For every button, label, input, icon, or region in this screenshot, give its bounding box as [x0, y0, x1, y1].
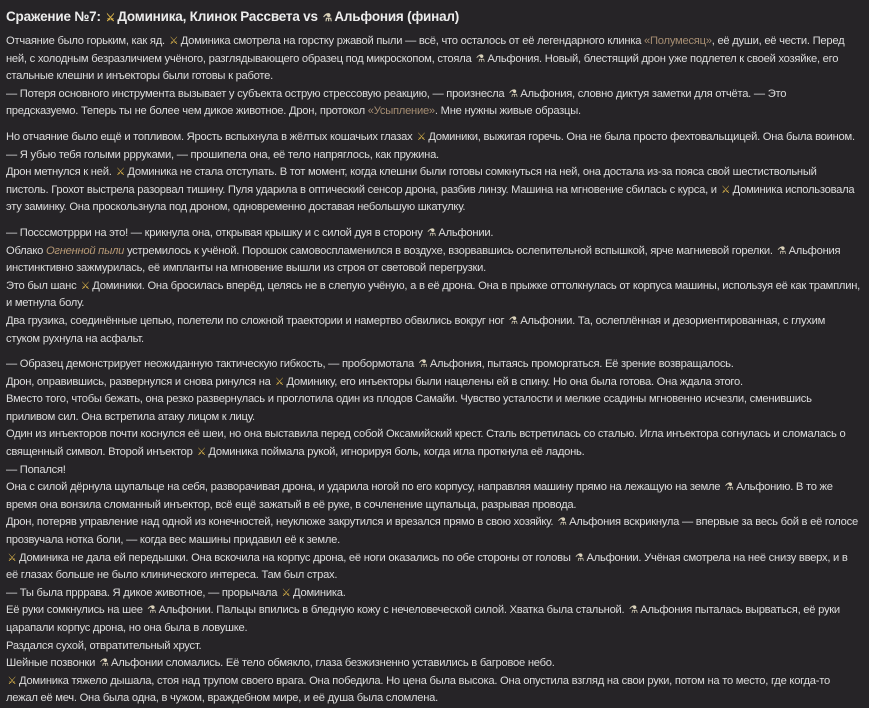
text-segment: Раздался сухой, отвратительный хруст. [6, 639, 202, 652]
microscope-icon: ⚗ [628, 604, 638, 617]
story-line [6, 374, 861, 392]
text-segment: Альфония вскрикнула — впервые за весь бой в её голосе прозвучала нотка боли, — когда вес машины придавил её к земле. [6, 516, 858, 547]
text-segment: Дрон метнулся к ней. [6, 166, 115, 179]
story-line [6, 550, 861, 585]
microscope-icon: ⚗ [508, 87, 518, 100]
text-segment: . Мне нужны живые образцы. [434, 105, 581, 118]
crossed-swords-icon: ⚔ [7, 674, 17, 687]
paragraph-block [6, 129, 861, 217]
story-line [6, 602, 861, 637]
text-segment: Доминика тяжело дышала, стоя над трупом своего врага. Она победила. Но цена была высока. Она опустила взгляд на свои руки, потом на то место, где когда-то лежал её меч. Она была одна, в чужом, враждебном мире, и её душа была сломлена. [6, 674, 830, 705]
text-segment: устремилось к учёной. Порошок самовоспламенился в воздухе, взорвавшись ослепительной вспышкой, ярче магниевой горелки. [124, 244, 776, 257]
story-line [6, 356, 861, 374]
text-segment: Доминики, выжигая горечь. Она не была просто фехтовальщицей. Она была воином. [428, 130, 855, 143]
text-segment: Два грузика, соединённые цепью, полетели по сложной траектории и намертво обвились вокруг ног [6, 314, 508, 327]
crossed-swords-icon: ⚔ [416, 130, 426, 143]
text-segment: — Образец демонстрирует неожиданную тактическую гибкость, — пробормотала [6, 358, 417, 371]
story-line [6, 479, 861, 514]
text-segment: Доминика поймала рукой, игнорируя боль, когда игла проткнула её ладонь. [208, 446, 585, 459]
microscope-icon: ⚗ [475, 52, 485, 65]
text-segment: Альфония, пытаясь проморгаться. Её зрение возвращалось. [429, 358, 734, 371]
story-line [6, 164, 861, 217]
highlighted-term: «Полумесяц» [644, 35, 712, 47]
microscope-icon: ⚗ [508, 314, 518, 327]
microscope-icon: ⚗ [724, 481, 734, 494]
paragraph-block [6, 33, 861, 121]
story-line [6, 585, 861, 603]
story-line [6, 655, 861, 673]
text-segment: Дрон, потеряв управление над одной из конечностей, неуклюже закрутился и врезался прямо в свою хозяйку. [6, 516, 557, 529]
text-segment: Отчаяние было горьким, как яд. [6, 35, 168, 47]
text-segment: Доминики. Она бросилась вперёд, целясь не в слепую учёную, а в её дрона. Она в прыжке оттолкнулась от корпуса машины, используя её как трамплин, и метнула болу. [6, 279, 860, 310]
text-segment: Доминика смотрела на горстку ржавой пыли — всё, что осталось от её легендарного клинка [180, 35, 645, 47]
text-segment: Альфонии сломались. Её тело обмякло, глаза безжизненно уставились в багровое небо. [111, 657, 555, 670]
text-segment: Это был шанс [6, 279, 80, 292]
text-segment: Альфония. Новый, блестящий дрон уже подлетел к своей хозяйке, его стальные клешни и инъекторы были готовы к работе. [6, 52, 839, 83]
text-segment: Доминика не стала отступать. В тот момент, когда клешни были готовы сомкнуться на ней, она достала из-за пояса свой шестиствольный пистоль. Грохот выстрела разорвал тишину. Пуля ударила в оптический сенсор дрона, разбив линзу. Машина на мгновение сбилась с курса, и [6, 166, 817, 196]
text-segment: Альфонии. [438, 226, 494, 239]
text-segment: Один из инъекторов почти коснулся её шеи, но она выставила перед собой Оксамийский крест. Сталь встретилась со сталью. Игла инъектора согнулась и сломалась о священный символ. Второй инъектор [6, 428, 846, 459]
text-segment: Доминика, Клинок Рассвета vs [117, 9, 322, 24]
text-segment: Доминика не дала ей передышки. Она вскочила на корпус дрона, её ноги оказались по обе стороны от головы [19, 551, 574, 564]
text-segment: Доминика использовала эту заминку. Она проскользнула под дроном, одновременно доставая небольшую шкатулку. [6, 183, 855, 214]
story-line [6, 313, 861, 348]
paragraph-block [6, 356, 861, 708]
story-line [6, 243, 861, 278]
story-line [6, 225, 861, 243]
story-line [6, 673, 861, 708]
microscope-icon: ⚗ [99, 657, 109, 670]
text-segment: Но отчаяние было ещё и топливом. Ярость вспыхнула в жёлтых кошачьих глазах [6, 130, 416, 143]
story-line [6, 33, 861, 86]
text-segment: Альфония (финал) [334, 9, 460, 24]
crossed-swords-icon: ⚔ [80, 279, 90, 292]
microscope-icon: ⚗ [574, 551, 585, 564]
story-line [6, 391, 861, 426]
text-segment: Вместо того, чтобы бежать, она резко развернулась и проглотила один из плодов Самайи. Чувство усталости и мелкие ссадины мгновенно исчезли, сменившись приливом сил. Она встретила атаку лицом к лицу. [6, 393, 812, 423]
text-segment: Она с силой дёрнула щупальце на себя, разворачивая дрона, и ударила ногой по его корпусу, направляя машину прямо на лежащую на земле [6, 481, 724, 494]
crossed-swords-icon: ⚔ [7, 551, 17, 564]
microscope-icon: ⚗ [426, 226, 436, 239]
text-segment: Альфония инстинктивно зажмурилась, её импланты на мгновение вышли из строя от световой перегрузки. [6, 244, 841, 275]
text-segment: Альфонии. Та, ослеплённая и дезориентированная, с глухим стуком рухнула на асфальт. [6, 314, 826, 345]
page-title [6, 6, 861, 29]
crossed-swords-icon: ⚔ [721, 183, 731, 196]
crossed-swords-icon: ⚔ [281, 586, 291, 599]
text-segment: Дрон, оправившись, развернулся и снова ринулся на [6, 375, 274, 388]
story-line [6, 278, 861, 313]
text-segment: , её души, её чести. Перед ней, с холодным безразличием учёного, разглядывающего образец под микроскопом, стояла [6, 35, 845, 65]
story-line [6, 147, 861, 165]
text-segment: Сражение №7: [6, 9, 105, 24]
microscope-icon: ⚗ [322, 12, 332, 24]
text-segment: Доминику, его инъекторы были нацелены ей в спину. Но она была готова. Она ждала этого. [286, 375, 743, 388]
story-line [6, 514, 861, 549]
highlighted-term: «Усыпление» [367, 105, 435, 118]
text-segment: — Я убью тебя голыми ррруками, — прошипела она, её тело напряглось, как пружина. [6, 148, 439, 161]
crossed-swords-icon: ⚔ [274, 375, 285, 388]
story-line [6, 638, 861, 656]
story-line [6, 86, 861, 121]
text-segment: Альфонии. Учёная смотрела на неё снизу вверх, и в её глазах больше не было клинического интереса. Там был страх. [6, 551, 848, 582]
crossed-swords-icon: ⚔ [105, 12, 115, 24]
text-segment: Альфонии. Пальцы впились в бледную кожу с нечеловеческой силой. Хватка была стальной. [158, 604, 628, 617]
text-segment: Доминика. [293, 586, 346, 599]
paragraph-block [6, 225, 861, 348]
crossed-swords-icon: ⚔ [196, 446, 206, 459]
text-segment: Альфонию. В то же время она вонзила сломанный инъектор, всё ещё зажатый в её руке, в сочленение щупальца, разрывая провода. [6, 481, 833, 511]
text-segment: — Потеря основного инструмента вызывает у субъекта острую стрессовую реакцию, — произнесла [6, 87, 508, 100]
microscope-icon: ⚗ [147, 604, 157, 617]
story-body [6, 33, 861, 708]
text-segment: Облако [6, 244, 46, 257]
story-line [6, 462, 861, 480]
text-segment: — Попался! [6, 463, 66, 476]
text-segment: Её руки сомкнулись на шее [6, 604, 146, 617]
crossed-swords-icon: ⚔ [169, 35, 179, 47]
text-segment: — Посссмотррри на это! — крикнула она, открывая крышку и с силой дуя в сторону [6, 226, 426, 239]
text-segment: Шейные позвонки [6, 657, 99, 670]
microscope-icon: ⚗ [418, 358, 428, 371]
story-line [6, 426, 861, 461]
text-segment: — Ты была прррава. Я дикое животное, — прорычала [6, 586, 281, 599]
text-segment: Альфония, словно диктуя заметки для отчёта. — Это предсказуемо. Теперь ты не более чем дикое животное. Дрон, протокол [6, 87, 787, 118]
story-line [6, 129, 861, 147]
item-name: Огненной пыли [45, 244, 125, 257]
text-segment: Альфония пыталась вырваться, её руки царапали корпус дрона, но она была в ловушке. [6, 604, 840, 634]
microscope-icon: ⚗ [557, 516, 567, 529]
microscope-icon: ⚗ [776, 244, 787, 257]
crossed-swords-icon: ⚔ [115, 166, 125, 179]
